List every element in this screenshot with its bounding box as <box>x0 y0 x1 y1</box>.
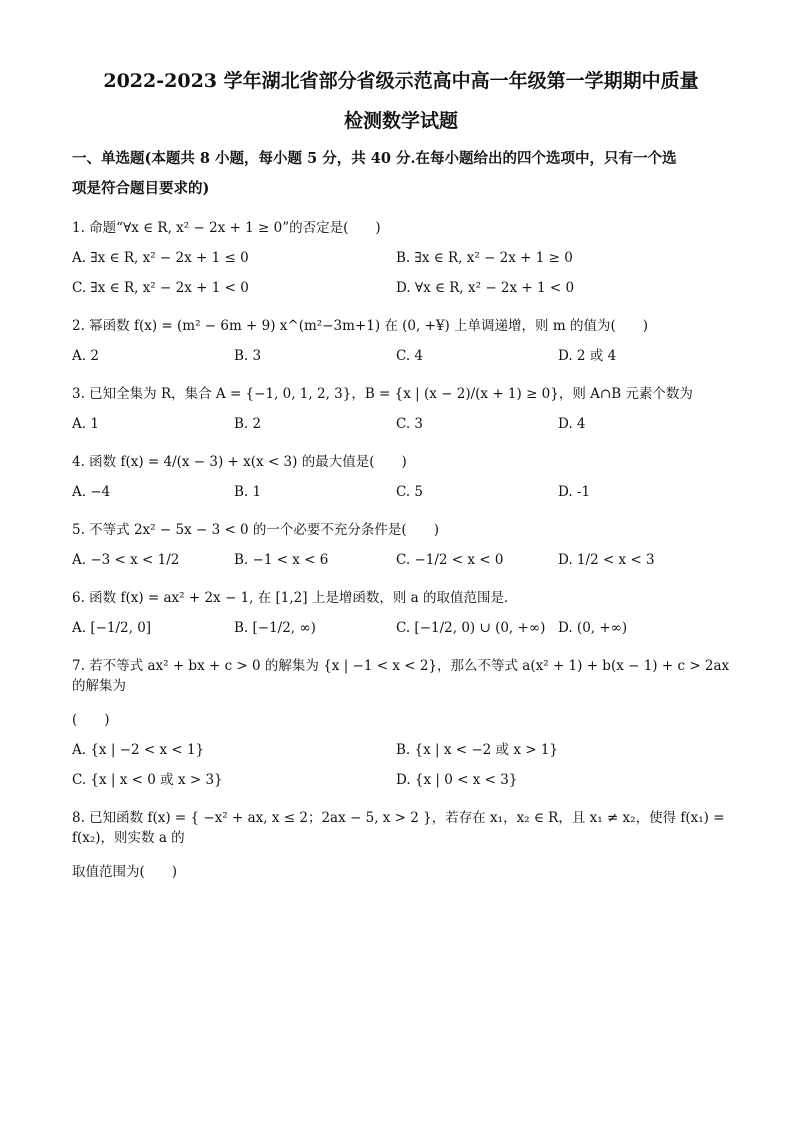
question-7-option-c: C. {x | x < 0 或 x > 3} <box>72 772 223 788</box>
question-5-option-b: B. −1 < x < 6 <box>234 552 329 568</box>
question-6-stem: 6. 函数 f(x) = ax² + 2x − 1, 在 [1,2] 上是增函数，则 a 的取值范围是． <box>72 590 518 606</box>
question-6-option-b: B. [−1/2, ∞) <box>234 620 316 636</box>
question-5-option-d: D. 1/2 < x < 3 <box>558 552 655 568</box>
question-7-options-row2 <box>72 770 730 790</box>
section-heading-line2: 项是符合题目要求的) <box>72 180 210 197</box>
question-2-options <box>72 346 730 366</box>
question-4-options <box>72 482 730 502</box>
question-1-options-row2 <box>72 278 730 298</box>
question-7-options <box>72 740 730 760</box>
question-3-option-d: D. 4 <box>558 416 586 432</box>
exam-title-line2: 检测数学试题 <box>343 110 458 132</box>
question-5-options <box>72 550 730 570</box>
question-4-stem: 4. 函数 f(x) = 4/(x − 3) + x(x < 3) 的最大值是( ) <box>72 454 407 470</box>
question-5-option-c: C. −1/2 < x < 0 <box>396 552 504 568</box>
question-7-option-d: D. {x | 0 < x < 3} <box>396 772 518 788</box>
question-4-option-d: D. -1 <box>558 484 591 500</box>
question-3-option-c: C. 3 <box>396 416 424 432</box>
question-6-option-d: D. (0, +∞) <box>558 620 628 636</box>
question-6-options <box>72 618 730 638</box>
question-7-stem: 7. 若不等式 ax² + bx + c > 0 的解集为 {x | −1 < x < 2}，那么不等式 a(x² + 1) + b(x − 1) + c > 2ax 的解集为 <box>72 658 730 694</box>
question-5-stem: 5. 不等式 2x² − 5x − 3 < 0 的一个必要不充分条件是( ) <box>72 522 439 538</box>
question-1-option-b: B. ∃x ∈ R, x² − 2x + 1 ≥ 0 <box>396 250 573 266</box>
question-1-option-d: D. ∀x ∈ R, x² − 2x + 1 < 0 <box>396 280 575 296</box>
question-3-options <box>72 414 730 434</box>
question-8-stem: 8. 已知函数 f(x) = { −x² + ax, x ≤ 2；2ax − 5, x > 2 }，若存在 x₁，x₂ ∈ R，且 x₁ ≠ x₂，使得 f(x₁) = f(x₂)，则实数 a 的 <box>72 810 725 846</box>
question-2-option-d: D. 2 或 4 <box>558 348 617 364</box>
question-7-option-b: B. {x | x < −2 或 x > 1} <box>396 742 559 758</box>
section-heading <box>72 144 730 204</box>
question-7-stem-continued: ( ) <box>72 712 110 728</box>
question-2-stem: 2. 幂函数 f(x) = (m² − 6m + 9) x^(m²−3m+1) 在 (0, +¥) 上单调递增，则 m 的值为( ) <box>72 318 648 334</box>
question-4-option-c: C. 5 <box>396 484 424 500</box>
exam-title-line1: 2022-2023 学年湖北省部分省级示范高中高一年级第一学期期中质量 <box>103 70 699 92</box>
question-3-stem: 3. 已知全集为 R，集合 A = {−1, 0, 1, 2, 3}，B = {x | (x − 2)/(x + 1) ≥ 0}，则 A∩B 元素个数为 <box>72 386 693 402</box>
question-4-option-a: A. −4 <box>72 484 111 500</box>
question-8-stem-continued: 取值范围为( ) <box>72 864 178 880</box>
question-3-option-a: A. 1 <box>72 416 99 432</box>
question-6-option-c: C. [−1/2, 0) ∪ (0, +∞) <box>396 620 546 636</box>
question-1-options <box>72 248 730 268</box>
question-4-option-b: B. 1 <box>234 484 262 500</box>
question-5-option-a: A. −3 < x < 1/2 <box>72 552 180 568</box>
question-3-option-b: B. 2 <box>234 416 262 432</box>
question-1-stem: 1. 命题“∀x ∈ R, x² − 2x + 1 ≥ 0”的否定是( ) <box>72 220 381 236</box>
question-1-option-c: C. ∃x ∈ R, x² − 2x + 1 < 0 <box>72 280 249 296</box>
question-7-option-a: A. {x | −2 < x < 1} <box>72 742 205 758</box>
question-6-option-a: A. [−1/2, 0] <box>72 620 152 636</box>
question-2-option-c: C. 4 <box>396 348 424 364</box>
question-2-option-b: B. 3 <box>234 348 262 364</box>
question-2-option-a: A. 2 <box>72 348 99 364</box>
section-heading-line1: 一、单选题(本题共 8 小题，每小题 5 分，共 40 分.在每小题给出的四个选项中，只有一个选 <box>72 150 677 167</box>
question-1-option-a: A. ∃x ∈ R, x² − 2x + 1 ≤ 0 <box>72 250 249 266</box>
